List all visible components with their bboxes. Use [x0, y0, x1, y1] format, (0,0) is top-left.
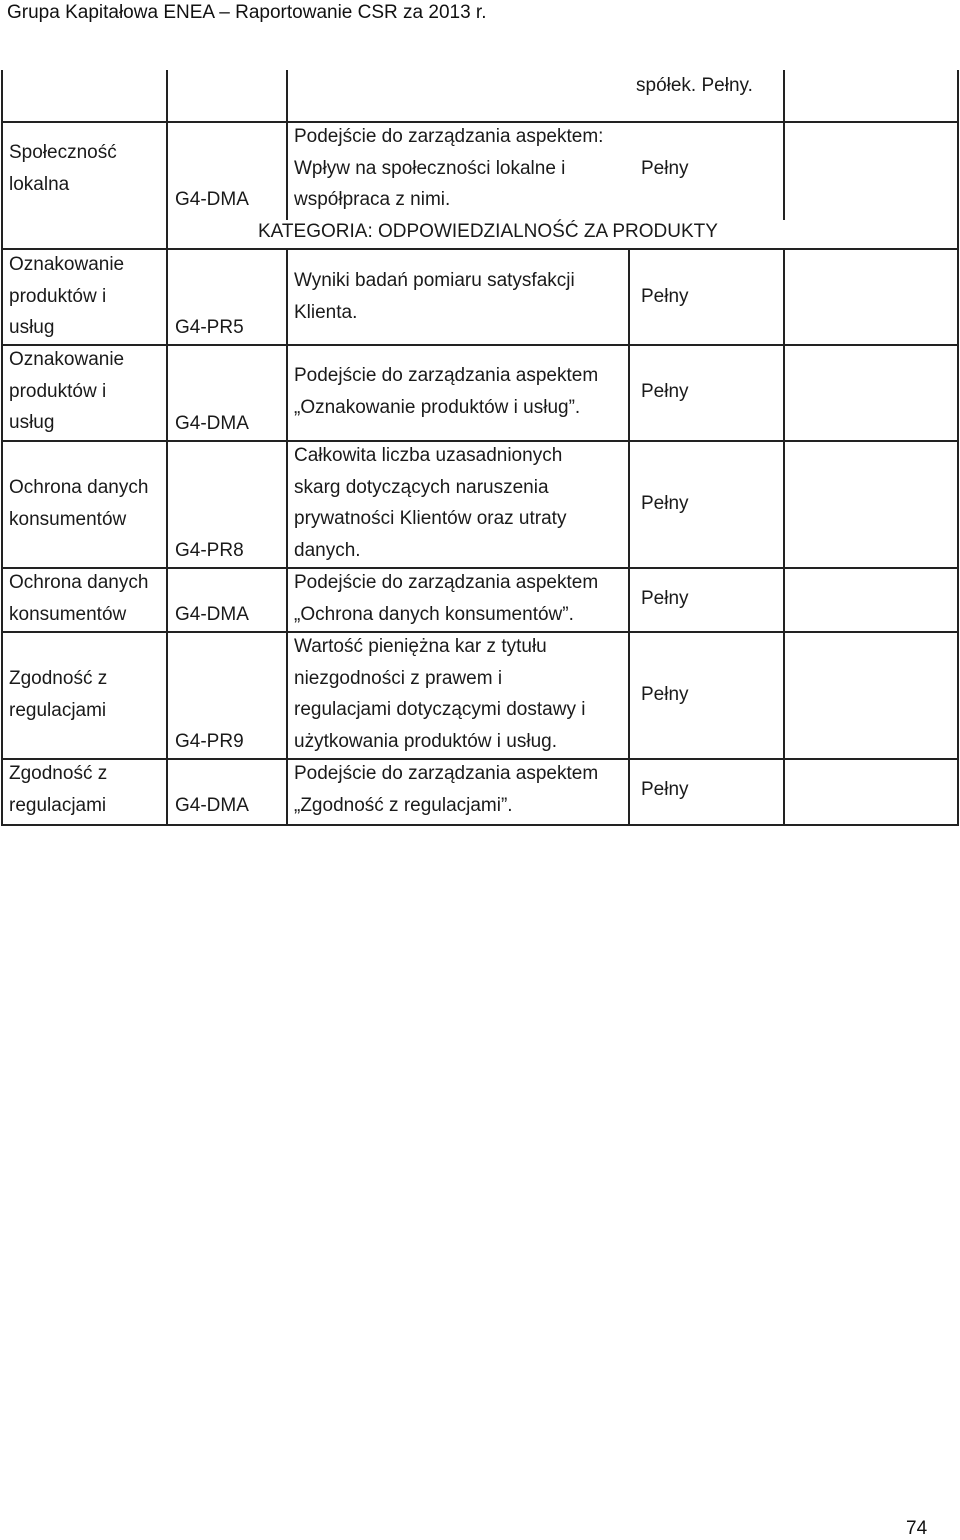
indicator-description: Wartość pieniężna kar z tytułu niezgodności z prawem i regulacjami dotyczącymi dostawy i użytkowania produktów i usług. — [294, 636, 586, 752]
reporting-status: Pełny — [641, 588, 689, 609]
indicator-description: Wyniki badań pomiaru satysfakcji Klienta. — [294, 270, 575, 323]
reporting-status: Pełny — [641, 381, 689, 402]
reporting-status: Pełny — [641, 779, 689, 800]
reporting-status: Pełny — [641, 493, 689, 514]
indicator-code: G4-DMA — [175, 604, 249, 625]
row-divider — [1, 344, 959, 346]
column-divider — [628, 248, 630, 826]
aspect-cell: Ochrona danych konsumentów — [9, 477, 149, 530]
indicator-description: Podejście do zarządzania aspektem: Wpływ na społeczności lokalne i współpraca z nimi. — [294, 126, 604, 210]
category-heading: KATEGORIA: ODPOWIEDZIALNOŚĆ ZA PRODUKTY — [258, 221, 718, 242]
indicator-code: G4-DMA — [175, 189, 249, 210]
column-divider — [783, 70, 785, 220]
indicator-description: Podejście do zarządzania aspektem „Oznakowanie produktów i usług”. — [294, 365, 599, 418]
indicator-description: Podejście do zarządzania aspektem „Zgodność z regulacjami”. — [294, 763, 599, 816]
row-divider — [1, 248, 959, 250]
indicator-description: Podejście do zarządzania aspektem „Ochrona danych konsumentów”. — [294, 572, 599, 625]
column-divider — [783, 248, 785, 826]
indicator-code: G4-PR9 — [175, 731, 244, 752]
aspect-cell: Oznakowanie produktów i usług — [9, 349, 125, 433]
aspect-cell: Oznakowanie produktów i usług — [9, 254, 125, 338]
indicator-code: G4-DMA — [175, 413, 249, 434]
page-number: 74 — [906, 1518, 928, 1539]
page-header: Grupa Kapitałowa ENEA – Raportowanie CSR za 2013 r. — [7, 2, 487, 23]
column-divider — [286, 70, 288, 220]
aspect-cell: Społeczność lokalna — [9, 142, 117, 195]
table-border-right — [957, 70, 959, 826]
reporting-status: Pełny — [641, 684, 689, 705]
table-border-bottom — [1, 824, 959, 826]
aspect-cell: Ochrona danych konsumentów — [9, 572, 149, 625]
aspect-cell: Zgodność z regulacjami — [9, 763, 108, 816]
table-border-left — [1, 70, 3, 826]
indicator-code: G4-PR5 — [175, 317, 244, 338]
reporting-status: Pełny — [641, 158, 689, 179]
continued-status: spółek. Pełny. — [636, 75, 753, 96]
indicator-code: G4-PR8 — [175, 540, 244, 561]
reporting-status: Pełny — [641, 286, 689, 307]
column-divider — [166, 70, 168, 826]
column-divider — [286, 248, 288, 826]
aspect-cell: Zgodność z regulacjami — [9, 668, 108, 721]
indicator-code: G4-DMA — [175, 795, 249, 816]
indicator-description: Całkowita liczba uzasadnionych skarg dotyczących naruszenia prywatności Klientów oraz utraty danych. — [294, 445, 567, 561]
